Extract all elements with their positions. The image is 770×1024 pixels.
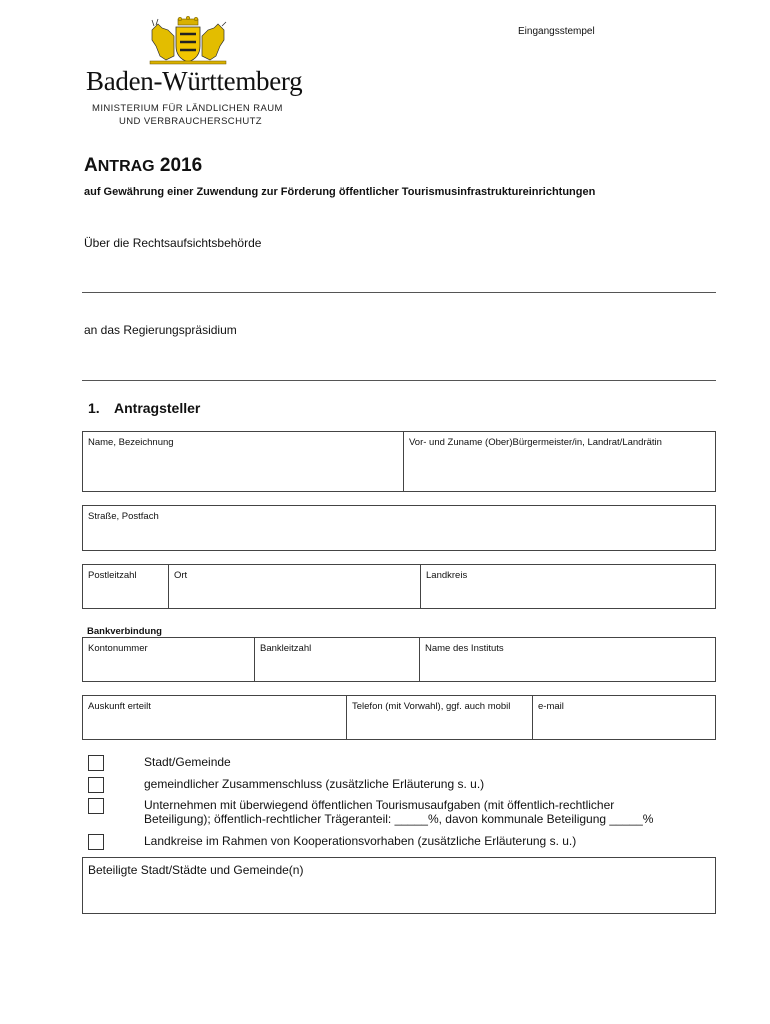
street-field[interactable] (83, 506, 715, 550)
contact-row (82, 695, 716, 740)
bank-row (82, 637, 716, 682)
via-authority-line[interactable] (82, 292, 716, 293)
mayor-name-field[interactable] (403, 432, 715, 491)
ministry-line-1: MINISTERIUM FÜR LÄNDLICHEN RAUM (92, 103, 283, 114)
district-field[interactable] (420, 565, 715, 608)
field-label: Ort (174, 570, 188, 581)
field-label: Name, Bezeichnung (88, 437, 174, 448)
field-label: Auskunft erteilt (88, 701, 151, 712)
street-row (82, 505, 716, 551)
bank-code-field[interactable] (254, 638, 419, 681)
checkbox-districts[interactable] (88, 834, 104, 850)
phone-field[interactable] (346, 696, 532, 739)
contact-person-field[interactable] (83, 696, 346, 739)
field-label: Name des Instituts (425, 643, 504, 654)
field-label: Straße, Postfach (88, 511, 159, 522)
field-label: Beteiligte Stadt/Städte und Gemeinde(n) (88, 863, 304, 877)
email-field[interactable] (532, 696, 715, 739)
stamp-label: Eingangsstempel (518, 26, 595, 37)
checkbox-label: gemeindlicher Zusammenschluss (zusätzliche Erläuterung s. u.) (144, 777, 485, 791)
checkbox-city[interactable] (88, 755, 104, 771)
regional-council-label: an das Regierungspräsidium (84, 323, 237, 337)
field-label: Bankleitzahl (260, 643, 312, 654)
coat-of-arms-icon (146, 16, 230, 66)
name-field[interactable] (83, 432, 403, 491)
checkbox-label-continued: Beteiligung); öffentlich-rechtlicher Trägeranteil: _____%, davon kommunale Beteiligung _____% (144, 812, 654, 826)
bank-name-field[interactable] (419, 638, 715, 681)
section-title: Antragsteller (114, 400, 201, 416)
document-subtitle: auf Gewährung einer Zuwendung zur Förderung öffentlicher Tourismusinfrastruktureinrichtungen (84, 186, 596, 198)
applicant-name-row (82, 431, 716, 492)
bank-details-label: Bankverbindung (87, 626, 162, 637)
postal-code-field[interactable] (83, 565, 168, 608)
checkbox-municipal-association[interactable] (88, 777, 104, 793)
checkbox-tourism-company[interactable] (88, 798, 104, 814)
checkbox-label: Landkreise im Rahmen von Kooperationsvorhaben (zusätzliche Erläuterung s. u.) (144, 834, 577, 848)
checkbox-label: Stadt/Gemeinde (144, 755, 231, 769)
section-heading (88, 400, 200, 416)
document-title (84, 155, 202, 177)
city-field[interactable] (168, 565, 420, 608)
section-number: 1. (88, 400, 100, 416)
via-authority-label: Über die Rechtsaufsichtsbehörde (84, 236, 262, 250)
brand-name: Baden-Württemberg (86, 66, 303, 96)
field-label: Landkreis (426, 570, 468, 581)
regional-council-line[interactable] (82, 380, 716, 381)
field-label: e-mail (538, 701, 564, 712)
account-number-field[interactable] (83, 638, 254, 681)
field-label: Postleitzahl (88, 570, 137, 581)
participants-field[interactable] (82, 857, 716, 914)
title-year: 2016 (159, 155, 203, 176)
field-label: Telefon (mit Vorwahl), ggf. auch mobil (352, 701, 511, 712)
title-rest: NTRAG (97, 158, 155, 175)
field-label: Vor- und Zuname (Ober)Bürgermeister/in, Landrat/Landrätin (409, 437, 662, 448)
ministry-line-2: UND VERBRAUCHERSCHUTZ (119, 116, 262, 127)
title-initial: A (84, 155, 98, 176)
address-row (82, 564, 716, 609)
checkbox-label: Unternehmen mit überwiegend öffentlichen Tourismusaufgaben (mit öffentlich-rechtlicher (144, 798, 615, 812)
field-label: Kontonummer (88, 643, 148, 654)
